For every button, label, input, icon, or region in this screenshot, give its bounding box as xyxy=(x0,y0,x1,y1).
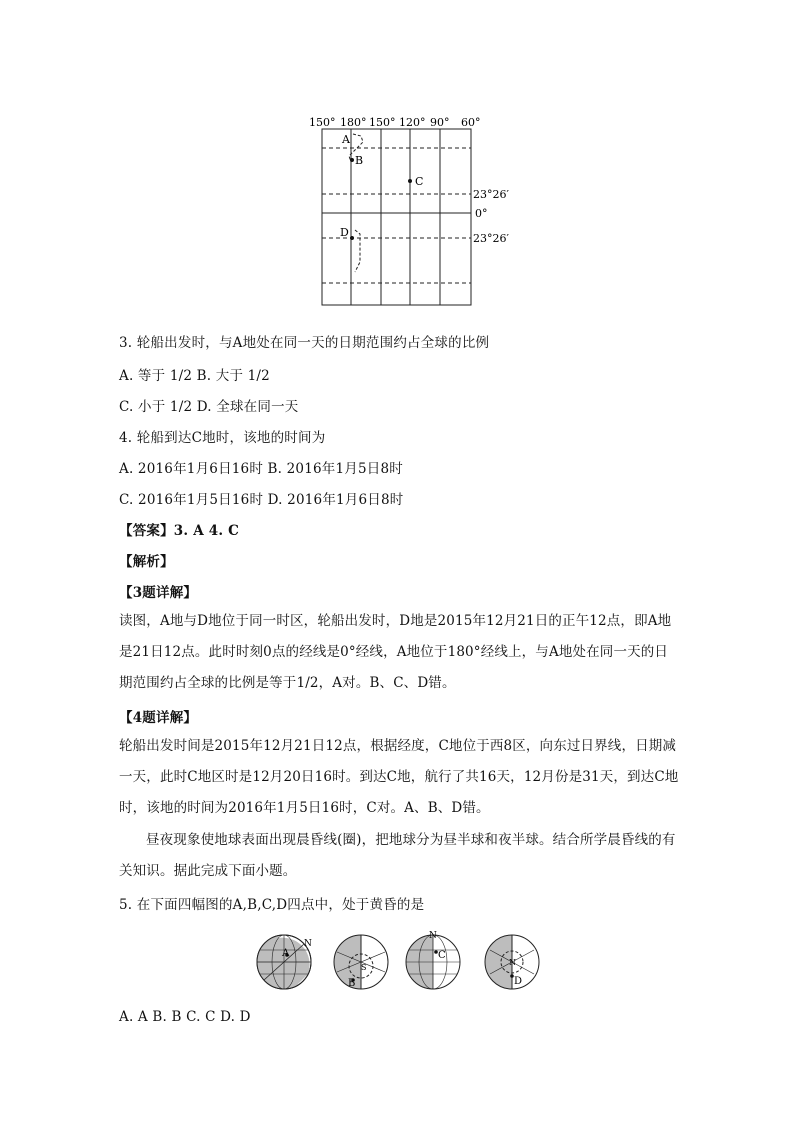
q4-options-cd: C. 2016年1月5日16时 D. 2016年1月6日8时 xyxy=(119,492,404,508)
lon-label: 150° xyxy=(309,116,336,129)
q3-detail-text: 读图，A地与D地位于同一时区，轮船出发时，D地是2015年12月21日的正午12点，即A地是21日12点。此时时刻0点的经线是0°经线，A地位于180°经线上，与A地处在同一天的日期范围约占全球的比例是等于1/2，A对。B、C、D错。 xyxy=(119,613,672,691)
globe-d-label: D xyxy=(514,976,523,987)
q3-detail-label: 【3题详解】 xyxy=(119,585,198,601)
lon-label: 60° xyxy=(461,116,481,129)
q3-options-cd: C. 小于 1/2 D. 全球在同一天 xyxy=(119,399,299,415)
lat-label: 23°26′ xyxy=(473,232,509,245)
q4-options-ab: A. 2016年1月6日16时 B. 2016年1月5日8时 xyxy=(119,461,403,477)
globe-c xyxy=(406,931,460,989)
intro-paragraph: 昼夜现象使地球表面出现晨昏线(圈)，把地球分为昼半球和夜半球。结合所学晨昏线的有关知识。据此完成下面小题。 xyxy=(119,832,676,879)
globe-b-label: B xyxy=(348,978,356,989)
q5-options: A. A B. B C. C D. D xyxy=(119,1009,251,1025)
lon-label: 90° xyxy=(430,116,450,129)
q3-options-ab: A. 等于 1/2 B. 大于 1/2 xyxy=(119,368,270,384)
point-b-dot xyxy=(350,158,354,162)
point-d-dot xyxy=(350,236,354,240)
globe-d-north: N xyxy=(509,958,516,967)
q5-stem: 5. 在下面四幅图的A,B,C,D四点中，处于黄昏的是 xyxy=(119,897,425,913)
lon-label: 120° xyxy=(399,116,426,129)
lon-label: 180° xyxy=(340,116,367,129)
lat-label: 23°26′ xyxy=(473,188,509,201)
q3-stem: 3. 轮船出发时，与A地处在同一天的日期范围约占全球的比例 xyxy=(119,335,490,351)
globe-d xyxy=(485,935,539,989)
answer-line: 【答案】3. A 4. C xyxy=(119,523,240,539)
globe-a-north: N xyxy=(304,939,312,949)
globe-b-south: S xyxy=(361,963,367,972)
route-path-d xyxy=(355,230,360,272)
point-label-b: B xyxy=(355,154,364,167)
point-label-c: C xyxy=(415,175,424,188)
globe-c-north: N xyxy=(429,931,437,941)
q4-detail-label: 【4题详解】 xyxy=(119,710,198,726)
q4-stem: 4. 轮船到达C地时，该地的时间为 xyxy=(119,430,326,446)
q4-detail-text: 轮船出发时间是2015年12月21日12点，根据经度，C地位于西8区，向东过日界线，日期减一天，此时C地区时是12月20日16时。到达C地，航行了共16天，12月份是31天，到达C地时，该地的时间为2016年1月5日16时，C对。A、B、D错。 xyxy=(119,738,679,816)
globe-a xyxy=(257,935,312,989)
globe-a-label: A xyxy=(282,948,290,959)
analysis-label: 【解析】 xyxy=(119,554,174,570)
point-label-d: D xyxy=(340,226,349,239)
map-frame xyxy=(322,129,471,305)
lon-label: 150° xyxy=(369,116,396,129)
point-c-dot xyxy=(408,179,412,183)
globe-b xyxy=(334,935,388,989)
time-zone-map xyxy=(305,112,525,312)
globe-c-label: C xyxy=(438,950,446,961)
point-label-a: A xyxy=(342,133,350,146)
globe-figures xyxy=(250,928,550,996)
lat-label: 0° xyxy=(475,207,488,220)
